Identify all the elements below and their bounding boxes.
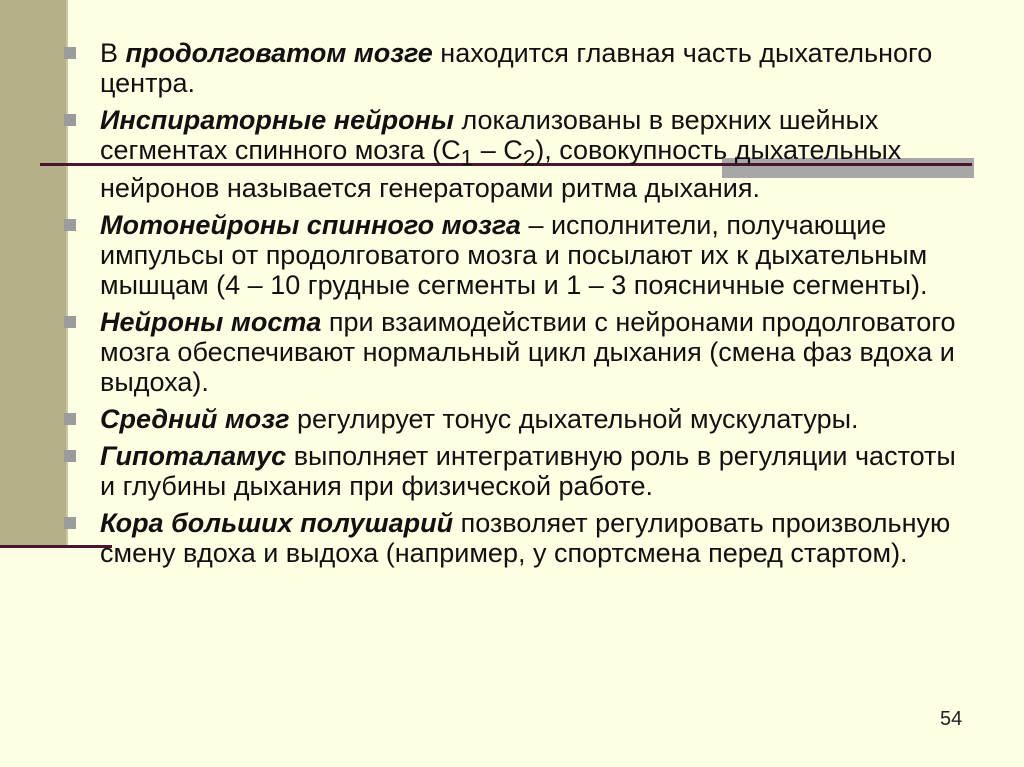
square-bullet-icon xyxy=(64,47,76,59)
bullet-text-end: ), совокупность дыхательных нейронов называется генераторами ритма дыхания. xyxy=(100,135,902,204)
bullet-term: продолговатом мозге xyxy=(125,38,433,68)
subscript-c1: 1 xyxy=(460,145,474,171)
square-bullet-icon xyxy=(64,450,76,462)
bullet-text-pre: В xyxy=(100,38,126,68)
bullet-text: – исполнители, получающие импульсы от продолговатого мозга и посылают их к дыхательным мышцам (4 – 10 грудные сегменты и 1 – 3 поясничные сегменты). xyxy=(100,210,928,301)
bullet-term: Кора больших полушарий xyxy=(100,508,454,539)
bullet-list xyxy=(62,38,962,575)
square-bullet-icon xyxy=(64,219,76,231)
square-bullet-icon xyxy=(64,413,76,425)
square-bullet-icon xyxy=(64,517,76,529)
bullet-term: Мотонейроны спинного мозга xyxy=(100,210,521,241)
page-number: 54 xyxy=(940,708,963,730)
bullet-item-cortex xyxy=(62,508,962,568)
bullet-text: регулирует тонус дыхательной мускулатуры. xyxy=(289,404,859,435)
square-bullet-icon xyxy=(64,316,76,328)
bullet-text-mid: – С xyxy=(473,135,523,165)
bullet-term: Средний мозг xyxy=(100,404,290,435)
bullet-term: Инспираторные нейроны xyxy=(100,105,454,135)
bullet-term: Гипоталамус xyxy=(100,441,287,472)
bullet-item-inspiratory-neurons xyxy=(62,105,962,203)
bullet-term: Нейроны моста xyxy=(100,307,322,338)
bullet-item-medulla xyxy=(62,38,962,98)
bullet-item-midbrain xyxy=(62,404,962,434)
subscript-c2: 2 xyxy=(522,145,536,171)
bullet-item-motoneurons xyxy=(62,210,962,300)
bullet-text: находится главная часть дыхательного центра. xyxy=(100,38,933,98)
bullet-text: выполняет интегративную роль в регуляции частоты и глубины дыхания при физической работе. xyxy=(100,441,956,502)
bullet-item-pons-neurons xyxy=(62,307,962,397)
bullet-item-hypothalamus xyxy=(62,441,962,501)
bullet-text: позволяет регулировать произвольную смену вдоха и выдоха (например, у спортсмена перед стартом). xyxy=(100,508,951,569)
left-decorative-band xyxy=(0,0,66,547)
bullet-text: локализованы в верхних шейных сегментах спинного мозга (С xyxy=(100,105,879,165)
square-bullet-icon xyxy=(64,114,76,126)
bullet-text: при взаимодействии с нейронами продолговатого мозга обеспечивают нормальный цикл дыхания (смена фаз вдоха и выдоха). xyxy=(100,307,956,398)
